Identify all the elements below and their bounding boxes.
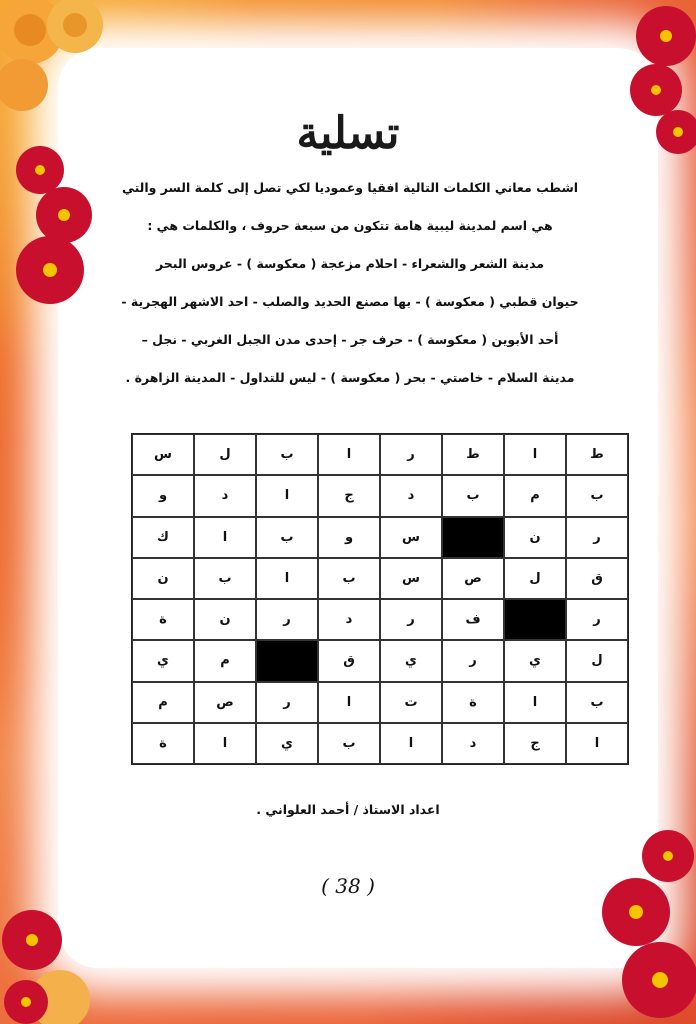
grid-cell: ن: [504, 517, 566, 558]
grid-cell: ة: [442, 682, 504, 723]
grid-cell: ب: [318, 723, 380, 764]
grid-cell: ج: [504, 723, 566, 764]
grid-cell: ت: [380, 682, 442, 723]
grid-cell: ب: [442, 475, 504, 516]
grid-cell: ب: [566, 475, 628, 516]
grid-cell: ا: [194, 723, 256, 764]
grid-cell: ق: [566, 558, 628, 599]
grid-cell: س: [132, 434, 194, 475]
red-daisy-bottom-right: [590, 820, 696, 1024]
grid-cell: ا: [566, 723, 628, 764]
word-search-grid: [131, 433, 629, 765]
grid-cell: ة: [132, 723, 194, 764]
grid-cell: ن: [194, 599, 256, 640]
grid-cell: ا: [504, 682, 566, 723]
grid-black-cell: [442, 517, 504, 558]
page-number: ( 38 ): [321, 874, 375, 898]
word-list-line: مدينة السلام - خاصتي - بحر ( معكوسة ) - ليس للتداول - المدينة الزاهرة .: [125, 370, 575, 385]
grid-cell: د: [318, 599, 380, 640]
grid-cell: ب: [256, 517, 318, 558]
grid-black-cell: [256, 640, 318, 681]
grid-cell: ل: [566, 640, 628, 681]
red-daisy-bottom-left: [0, 890, 110, 1024]
grid-cell: د: [194, 475, 256, 516]
grid-cell: ص: [442, 558, 504, 599]
grid-cell: ر: [566, 599, 628, 640]
grid-cell: ر: [380, 434, 442, 475]
grid-cell: ر: [442, 640, 504, 681]
grid-cell: ك: [132, 517, 194, 558]
red-daisy-left: [4, 140, 104, 310]
grid-cell: و: [318, 517, 380, 558]
grid-cell: ة: [132, 599, 194, 640]
grid-cell: م: [194, 640, 256, 681]
author-credit: اعداد الاستاذ / أحمد العلواني .: [256, 802, 440, 817]
grid-cell: ي: [504, 640, 566, 681]
grid-cell: ر: [380, 599, 442, 640]
grid-cell: ق: [318, 640, 380, 681]
word-list-line: أحد الأبوين ( معكوسة ) - حرف جر - إحدى مدن الجبل الغربي - نجل –: [141, 332, 559, 347]
grid-cell: س: [380, 558, 442, 599]
grid-cell: و: [132, 475, 194, 516]
grid-cell: ط: [566, 434, 628, 475]
grid-cell: ي: [132, 640, 194, 681]
grid-cell: ص: [194, 682, 256, 723]
grid-black-cell: [504, 599, 566, 640]
grid-cell: ر: [256, 599, 318, 640]
page-title: تسلية: [296, 108, 400, 159]
grid-cell: ر: [256, 682, 318, 723]
grid-cell: ا: [194, 517, 256, 558]
grid-cell: ر: [566, 517, 628, 558]
grid-cell: د: [380, 475, 442, 516]
grid-cell: ي: [256, 723, 318, 764]
grid-cell: س: [380, 517, 442, 558]
grid-cell: ل: [504, 558, 566, 599]
word-list-line: حيوان قطبي ( معكوسة ) - بها مصنع الحديد والصلب - احد الاشهر الهجرية -: [121, 294, 579, 309]
grid-cell: ط: [442, 434, 504, 475]
grid-cell: ل: [194, 434, 256, 475]
grid-cell: ا: [318, 682, 380, 723]
grid-cell: ب: [194, 558, 256, 599]
instruction-line: هي اسم لمدينة ليبية هامة تتكون من سبعة حروف ، والكلمات هي :: [147, 218, 553, 233]
word-list-line: مدينة الشعر والشعراء - احلام مزعجة ( معكوسة ) - عروس البحر: [155, 256, 545, 271]
grid-cell: ب: [566, 682, 628, 723]
grid-cell: ب: [256, 434, 318, 475]
grid-cell: م: [132, 682, 194, 723]
grid-cell: م: [504, 475, 566, 516]
grid-cell: ا: [256, 475, 318, 516]
grid-cell: ا: [504, 434, 566, 475]
grid-cell: ي: [380, 640, 442, 681]
grid-cell: ف: [442, 599, 504, 640]
grid-cell: د: [442, 723, 504, 764]
grid-cell: ج: [318, 475, 380, 516]
grid-cell: ن: [132, 558, 194, 599]
instructions: [90, 178, 610, 406]
instruction-line: اشطب معاني الكلمات التالية افقيا وعموديا لكي تصل إلى كلمة السر والتي: [121, 180, 579, 195]
grid-cell: ب: [318, 558, 380, 599]
grid-cell: ا: [318, 434, 380, 475]
grid-cell: ا: [380, 723, 442, 764]
grid-cell: ا: [256, 558, 318, 599]
